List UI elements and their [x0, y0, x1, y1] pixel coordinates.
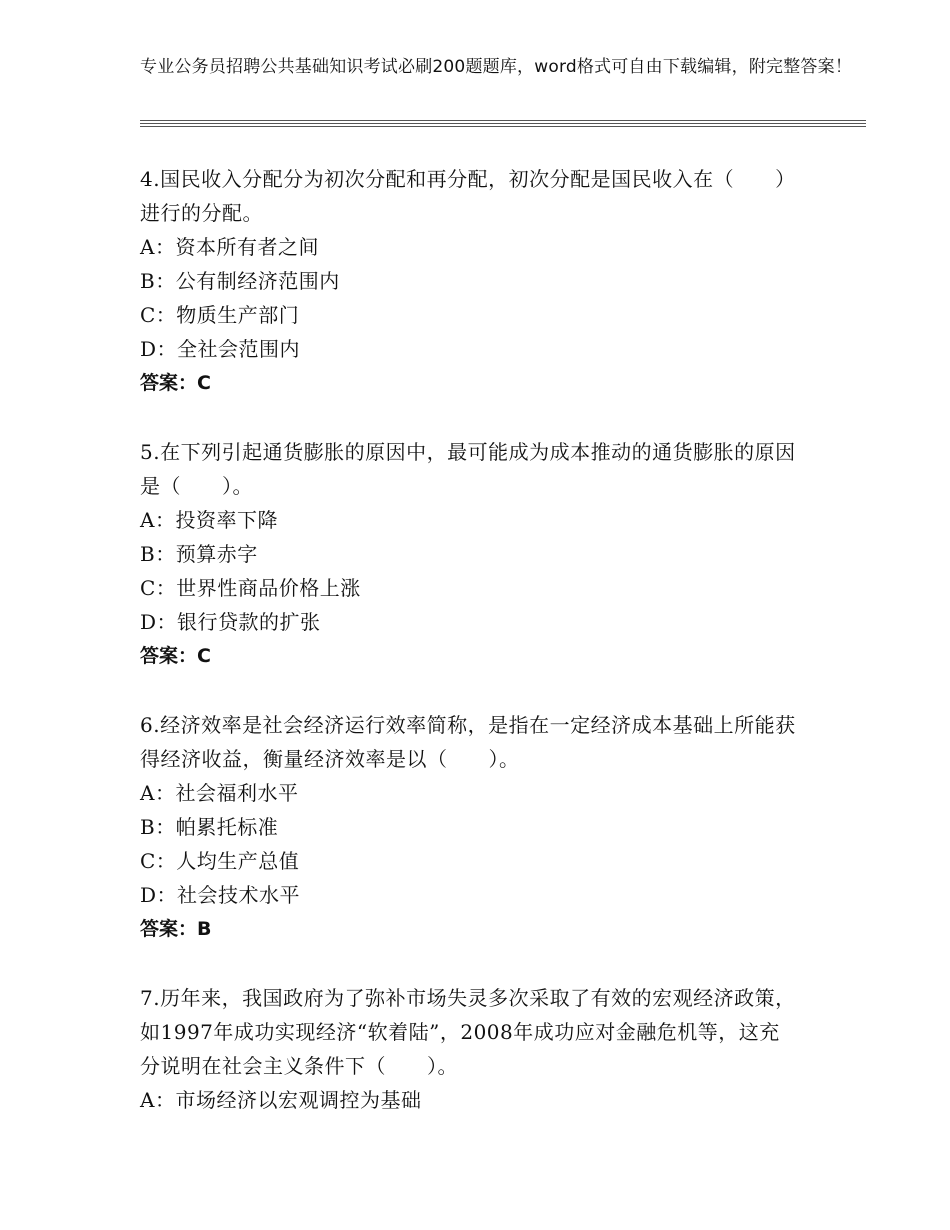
option-d: D：银行贷款的扩张	[140, 610, 321, 634]
option-c: C：世界性商品价格上涨	[140, 576, 361, 600]
question-7	[140, 981, 800, 1117]
question-stem: 5.在下列引起通货膨胀的原因中，最可能成为成本推动的通货膨胀的原因是（ ）。	[140, 440, 796, 498]
option-a: A：市场经济以宏观调控为基础	[140, 1088, 422, 1112]
option-c: C：物质生产部门	[140, 303, 300, 327]
option-a: A：社会福利水平	[140, 781, 299, 805]
answer-label: 答案：C	[140, 372, 211, 394]
option-b: B：帕累托标准	[140, 815, 279, 839]
option-d: D：全社会范围内	[140, 337, 301, 361]
option-a: A：资本所有者之间	[140, 235, 319, 259]
answer-label: 答案：B	[140, 918, 212, 940]
question-stem: 4.国民收入分配分为初次分配和再分配，初次分配是国民收入在（ ）进行的分配。	[140, 167, 796, 225]
question-stem: 7.历年来，我国政府为了弥补市场失灵多次采取了有效的宏观经济政策，如1997年成功实现经济“软着陆”，2008年成功应对金融危机等，这充分说明在社会主义条件下（ ）。	[140, 986, 796, 1078]
answer-label: 答案：C	[140, 645, 211, 667]
question-5	[140, 435, 800, 673]
option-d: D：社会技术水平	[140, 883, 301, 907]
question-4	[140, 162, 800, 400]
question-6	[140, 708, 800, 946]
header-divider-line	[140, 126, 866, 127]
header-divider-line	[140, 123, 866, 124]
option-b: B：公有制经济范围内	[140, 269, 340, 293]
document-header: 专业公务员招聘公共基础知识考试必刷200题题库，word格式可自由下载编辑，附完整答案！	[140, 57, 853, 77]
question-stem: 6.经济效率是社会经济运行效率简称，是指在一定经济成本基础上所能获得经济收益，衡量经济效率是以（ ）。	[140, 713, 796, 771]
option-c: C：人均生产总值	[140, 849, 300, 873]
option-b: B：预算赤字	[140, 542, 258, 566]
header-divider-line	[140, 120, 866, 121]
option-a: A：投资率下降	[140, 508, 278, 532]
